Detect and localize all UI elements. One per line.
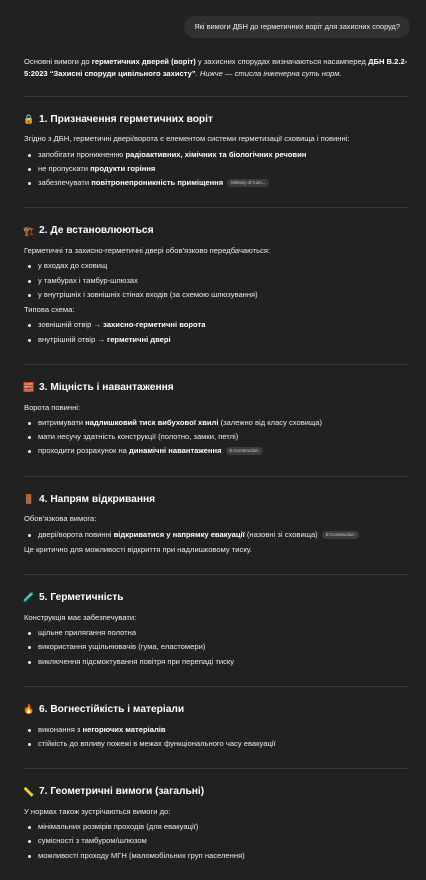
section-heading [24,381,408,395]
section-tightness [24,574,408,686]
item-bold: захисно-герметичні ворота [103,320,206,330]
section-fire-resistance [24,686,408,768]
section-title: 3. Міцність і навантаження [39,381,174,393]
source-citation-badge[interactable]: E-Construction [322,531,359,539]
item-bold: повітронепроникність приміщення [91,178,224,188]
list-item [24,628,408,638]
item-text: проходити розрахунок на [38,446,130,456]
section-lead: Згідно з ДБН, герметичні двері/ворота є елементом системи герметизації сховища і повинні: [24,134,350,144]
item-bold: продукти горіння [90,163,156,173]
item-text: виконання з [38,724,83,734]
list-item [24,657,408,667]
item-text: щільне прилягання полотна [38,628,137,638]
list-item [24,178,408,188]
list-item [24,530,408,540]
section-heading [24,224,408,238]
item-text: у входах до сховищ [38,261,108,271]
section-geometry [24,768,408,880]
section-title: 1. Призначення герметичних воріт [39,113,213,125]
bullet-list [24,725,408,750]
list-item [24,335,408,345]
item-bold: відкриватися у напрямку евакуації [113,529,245,539]
lock-icon: 🔒 [23,113,35,124]
list-item [24,320,408,330]
item-text-post: (залежно від класу сховища) [218,417,323,427]
fire-icon: 🔥 [23,704,35,715]
bullet-list [24,150,408,189]
intro-text-2: у захисних спорудах визначаються насамперед [195,57,369,66]
list-item [24,446,408,456]
list-item [24,642,408,652]
list-item [24,822,408,832]
bullet-list [24,418,408,457]
list-item [24,432,408,442]
item-text: забезпечувати [38,178,92,188]
item-text: запобігати проникненню [38,149,126,159]
item-bold: радіоактивних, хімічних та біологічних речовин [125,149,307,159]
item-text: витримувати [38,417,86,427]
item-text: у внутрішніх і зовнішніх стінах входів (за схемою шлюзування) [38,289,258,299]
bricks-icon: 🧱 [23,382,35,393]
section-lead: Конструкція має забезпечувати: [24,612,137,622]
intro-bold-2: ДБН В.2.2-5:2023 “Захисні споруди цивільного захисту” [24,57,408,78]
assistant-answer [24,56,408,880]
list-item [24,739,408,749]
list-item [24,150,408,160]
item-text: мінімальних розмірів проходів (для евакуації) [38,822,199,832]
section-title: 6. Вогнестійкість і матеріали [39,703,185,715]
item-text: мати несучу здатність конструкції (полотно, замки, петлі) [38,432,239,442]
answer-intro [24,56,408,80]
item-text: виключення підсмоктування повітря при перепаді тиску [38,656,235,666]
section-strength [24,364,408,476]
source-citation-badge[interactable]: E-Construction [226,447,263,455]
ruler-icon: 📏 [23,786,35,797]
item-text: внутрішній отвір → [38,334,108,344]
item-bold: динамічні навантаження [129,446,222,456]
section-heading [24,591,408,605]
intro-bold-1: герметичних дверей (воріт) [91,57,196,66]
item-text: двері/ворота повинні [38,529,114,539]
section-lead: Герметичні та захисно-герметичні двері обов’язково передбачаються: [24,246,271,256]
list-item [24,851,408,861]
item-text: стійкість до впливу пожежі в межах функціонального часу евакуації [38,738,276,748]
item-bold: надлишковий тиск вибухової хвилі [85,417,219,427]
intro-text-3: . Нижче — стисла інженерна суть норм. [195,68,342,78]
section-heading [24,703,408,717]
source-citation-badge[interactable]: Ministry of Com... [227,179,269,187]
test-tube-icon: 🧪 [23,592,35,603]
item-bold: герметичні двері [107,334,171,344]
section-note: Це критично для можливості відкриття при надлишковому тиску. [24,544,252,554]
section-title: 7. Геометричні вимоги (загальні) [39,786,205,798]
list-item [24,290,408,300]
construction-icon: 🏗️ [23,225,35,236]
intro-text-1: Основні вимоги до [24,57,92,66]
list-item [24,276,408,286]
section-lead: Обов’язкова вимога: [24,514,97,524]
section-purpose [24,96,408,208]
list-item [24,418,408,428]
section-lead: Ворота повинні: [24,402,81,412]
list-item [24,836,408,846]
bullet-list [24,822,408,861]
item-text: зовнішній отвір → [38,320,104,330]
item-text: використання ущільнювачів (гума, еластомери) [38,642,206,652]
item-text: не пропускати [38,163,91,173]
section-lead: У нормах також зустрічаються вимоги до: [24,806,171,816]
section-title: 4. Напрям відкривання [39,493,156,505]
user-message-bubble: Які вимоги ДБН до герметичних воріт для захисних споруд? [184,16,410,38]
bullet-list [24,628,408,667]
section-heading [24,785,408,799]
list-item [24,261,408,271]
bullet-list [24,320,408,345]
door-icon: 🚪 [23,493,35,504]
item-text: у тамбурах і тамбур-шлюзах [38,275,138,285]
section-title: 5. Герметичність [39,592,124,604]
section-lead-secondary: Типова схема: [24,305,75,315]
section-heading [24,113,408,127]
bullet-list [24,530,408,540]
item-text: сумісності з тамбуром/шлюзом [38,836,147,846]
list-item [24,164,408,174]
item-bold: негорючих матеріалів [82,724,166,734]
bullet-list [24,261,408,300]
section-location [24,207,408,364]
section-heading [24,493,408,507]
list-item [24,725,408,735]
item-text: можливості проходу МГН (маломобільних груп населення) [38,850,245,860]
section-title: 2. Де встановлюються [39,225,154,237]
item-text-post: (назовні зі сховища) [244,529,318,539]
section-opening-direction [24,476,408,575]
